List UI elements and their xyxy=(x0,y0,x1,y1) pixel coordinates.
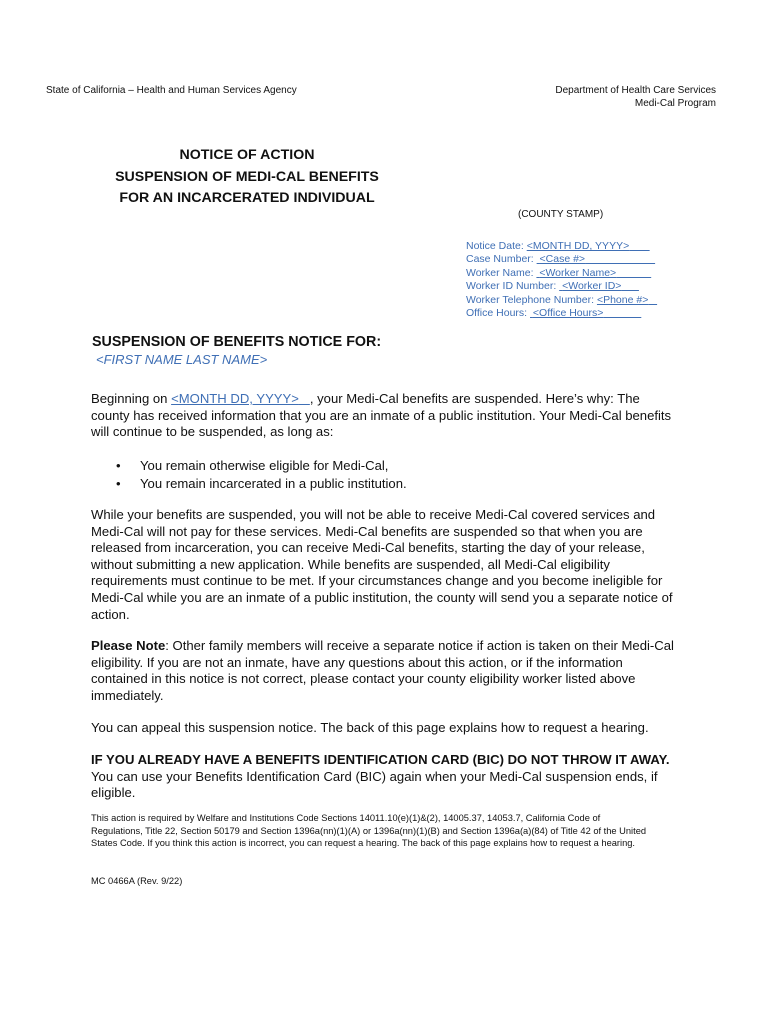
department-header xyxy=(555,84,716,110)
appeal-paragraph: You can appeal this suspension notice. The back of this page explains how to request a hearing. xyxy=(91,720,649,735)
please-note-text: : Other family members will receive a separate notice if action is taken on their Medi-Cal eligibility. If you are not an inmate, have any questions about this action, or if the information contained in this notice is not correct, please contact your county eligibility worker listed above immediately. xyxy=(91,638,674,703)
info-label: Notice Date: xyxy=(466,240,527,252)
info-value: <Phone #> xyxy=(596,293,649,306)
info-notice-date xyxy=(466,240,657,253)
info-value: <MONTH DD, YYYY> xyxy=(526,240,630,252)
info-value: <Worker Name> xyxy=(539,266,617,279)
bic-paragraph xyxy=(91,752,681,802)
list-item xyxy=(116,475,407,493)
info-value: <Office Hours> xyxy=(532,307,604,320)
title-line-1: NOTICE OF ACTION xyxy=(179,147,315,163)
info-label: Worker Name: xyxy=(466,266,537,279)
bic-warning: IF YOU ALREADY HAVE A BENEFITS IDENTIFICATION CARD (BIC) DO NOT THROW IT AWAY. xyxy=(91,752,670,767)
intro-paragraph xyxy=(91,391,681,441)
please-note-paragraph xyxy=(91,638,681,704)
info-label: Office Hours: xyxy=(466,307,530,320)
info-value: <Worker ID> xyxy=(562,280,622,293)
list-item-text: You remain incarcerated in a public institution. xyxy=(140,475,407,491)
list-item-text: You remain otherwise eligible for Medi-Cal, xyxy=(140,458,389,473)
title-line-2: SUSPENSION OF MEDI-CAL BENEFITS xyxy=(115,168,379,185)
please-note-label: Please Note xyxy=(91,638,166,653)
recipient-name-placeholder: <FIRST NAME LAST NAME> xyxy=(96,352,268,367)
info-worker-name xyxy=(466,267,657,280)
bullet-icon: • xyxy=(116,458,121,473)
agency-header: State of California – Health and Human Services Agency xyxy=(46,85,297,96)
bic-text: You can use your Benefits Identification Card (BIC) again when your Medi-Cal suspension ends, if eligible. xyxy=(91,768,658,801)
info-worker-id xyxy=(466,280,657,293)
legal-citation: This action is required by Welfare and Institutions Code Sections 14011.10(e)(1)&(2), 14005.37, 14053.7, California Code of Regulations, Title 22, Section 50179 and Section 1396a(nn)(1)(A) or 1396a(nn)(1)(B) and Section 1396a(a)(84) of Title 42 of the United States Code. If you think this action is incorrect, you can request a hearing. The back of this page explains how to request a hearing. xyxy=(91,813,647,848)
info-case-number xyxy=(466,253,657,266)
info-value: <Case #> xyxy=(539,253,586,266)
bullet-icon: • xyxy=(116,475,121,491)
intro-text-end: , your Medi-Cal benefits are suspended. Here’s why: The county has received information that you are an inmate of a public institution. Your Medi-Cal benefits will continue to be suspended, as long as: xyxy=(91,391,672,440)
intro-text-start: Beginning on xyxy=(91,391,172,406)
info-office-hours xyxy=(466,307,657,320)
info-label: Worker ID Number: xyxy=(466,280,560,293)
conditions-list xyxy=(116,457,407,492)
info-worker-phone xyxy=(466,294,657,307)
section-heading: SUSPENSION OF BENEFITS NOTICE FOR: xyxy=(92,334,382,350)
notice-title xyxy=(92,145,402,210)
info-label: Worker Telephone Number: xyxy=(466,293,597,306)
title-line-3: FOR AN INCARCERATED INDIVIDUAL xyxy=(119,190,375,206)
department-name: Department of Health Care Services xyxy=(555,85,716,96)
case-info-block xyxy=(466,240,657,320)
suspension-details-paragraph: While your benefits are suspended, you will not be able to receive Medi-Cal covered services and Medi-Cal will not pay for these services. Medi-Cal benefits are suspended so that when you are released from incarceration, you can receive Medi-Cal benefits, starting the day of your release, without submitting a new application. While benefits are suspended, all Medi-Cal eligibility requirements must continue to be met. If your circumstances change and you become ineligible for Medi-Cal while you are an inmate of a public institution, the county will send you a separate notice of action. xyxy=(91,507,673,622)
form-number: MC 0466A (Rev. 9/22) xyxy=(91,876,183,886)
info-label: Case Number: xyxy=(466,253,537,266)
list-item xyxy=(116,457,407,475)
program-name: Medi-Cal Program xyxy=(634,98,716,109)
county-stamp: (COUNTY STAMP) xyxy=(518,209,604,220)
suspension-date-placeholder: <MONTH DD, YYYY> xyxy=(171,391,299,406)
